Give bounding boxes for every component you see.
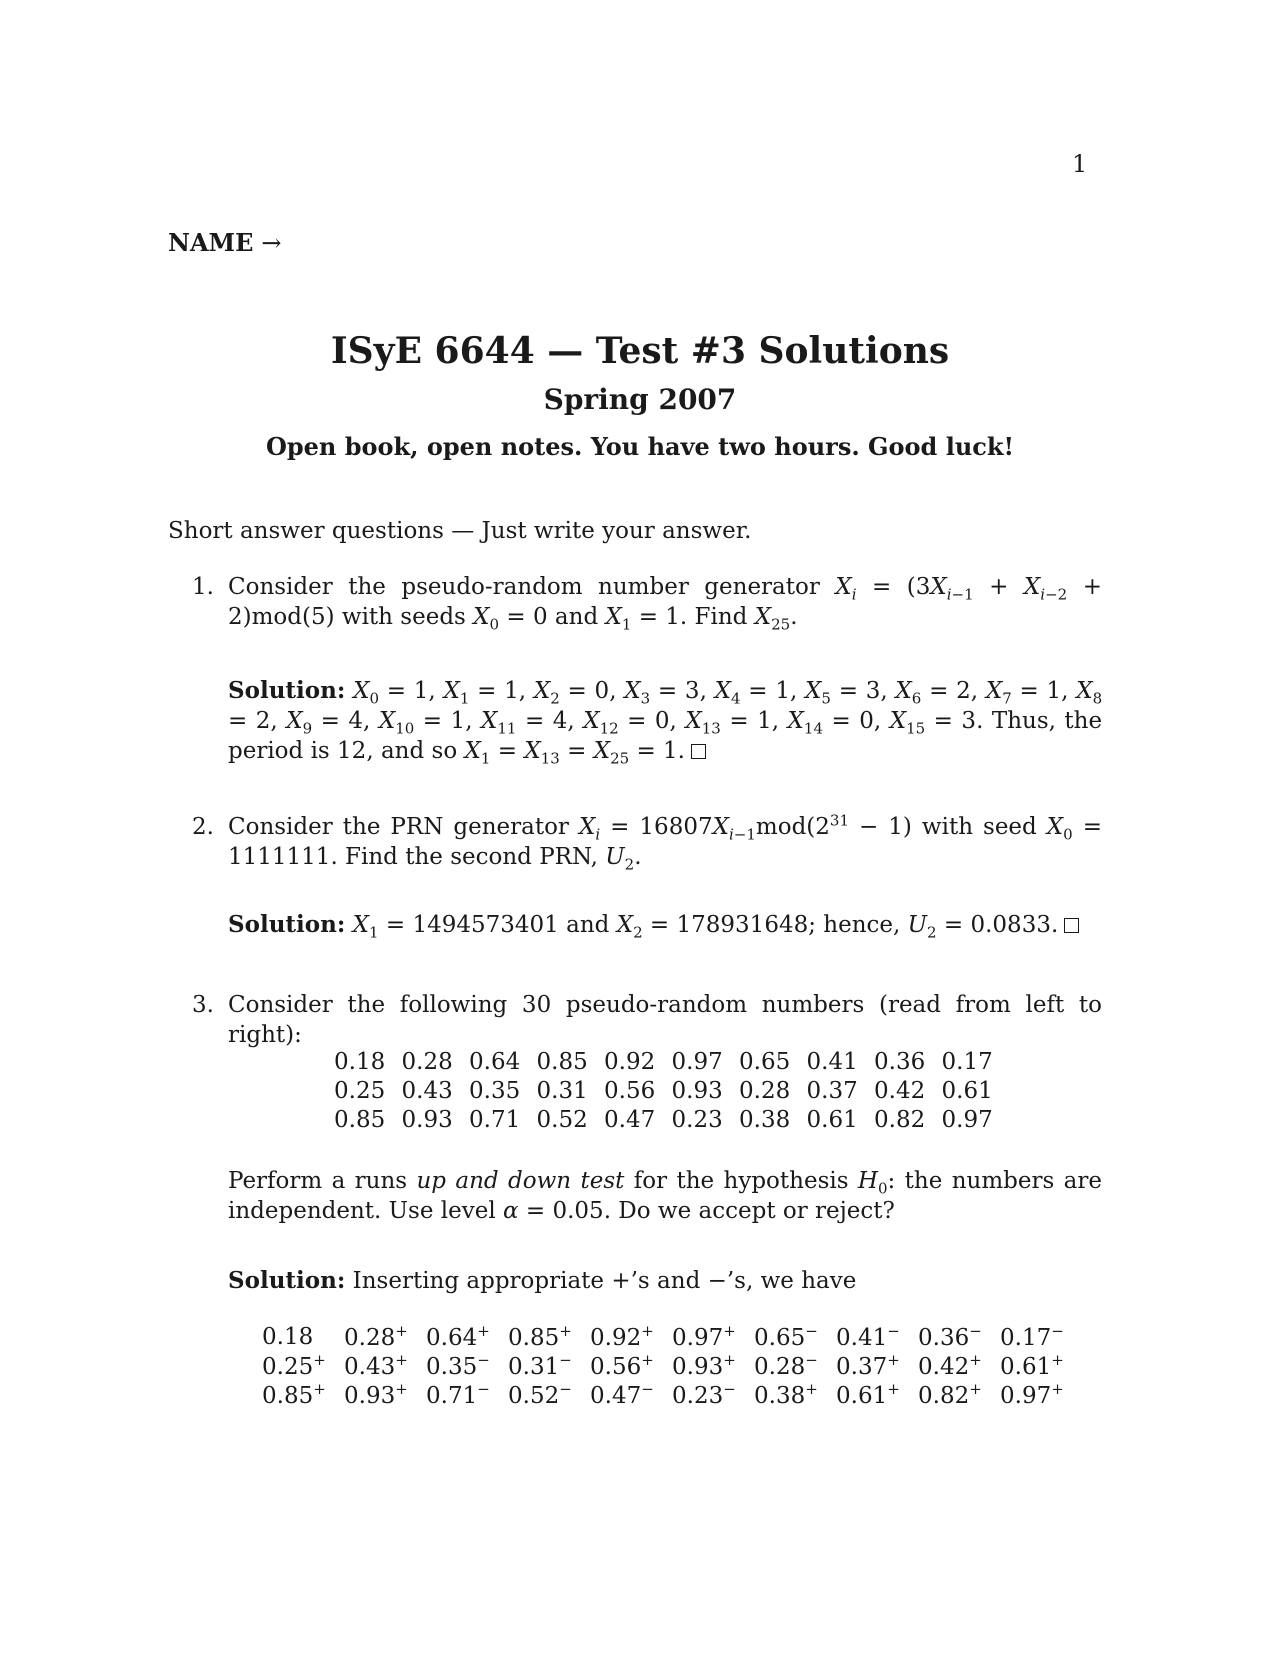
- question-number: 2.: [192, 814, 214, 840]
- number-cell: 0.97: [941, 1106, 993, 1133]
- minus-mark: −: [805, 1322, 818, 1340]
- signed-number-cell: 0.93+: [344, 1380, 408, 1409]
- number-cell: 0.56: [604, 1077, 656, 1104]
- minus-mark: −: [477, 1351, 490, 1369]
- plus-mark: +: [559, 1322, 572, 1340]
- number-cell: 0.92: [604, 1048, 656, 1075]
- sequence-term: $X_2 = 0$: [533, 678, 610, 708]
- term: Spring 2007: [543, 383, 737, 416]
- sequence-term: $X_{10} = 1$: [378, 708, 466, 738]
- signed-number-cell: 0.43+: [344, 1351, 408, 1380]
- question-3: [192, 990, 1102, 1050]
- minus-mark: −: [887, 1322, 900, 1340]
- question-number: 3.: [192, 992, 214, 1018]
- signed-number-cell: 0.28+: [344, 1322, 408, 1351]
- plus-mark: +: [641, 1351, 654, 1369]
- sequence-term: $X_{15} = 3$: [889, 708, 977, 738]
- question-1: 1. Consider the pseudo-random number generator $X_i = (3X_{i-1} + X_{i-2} + 2)mod(5)$ with seeds $X_0 = 0$ and $X_1 = 1$. Find $X_{25}$.: [192, 574, 1102, 634]
- plus-mark: +: [723, 1351, 736, 1369]
- minus-mark: −: [641, 1380, 654, 1398]
- signed-number-cell: 0.82+: [918, 1380, 982, 1409]
- arrow-icon: →: [261, 229, 282, 257]
- u2-value: 0.0833: [970, 912, 1051, 938]
- question-2: 2. Consider the PRN generator $X_i = 16807X_{i-1}mod(2^{31} - 1)$ with seed $X_0 = 1111111$. Find the second PRN, $U_2$.: [192, 811, 1102, 874]
- number-cell: 0.82: [874, 1106, 926, 1133]
- signed-number-cell: 0.71−: [426, 1380, 490, 1409]
- page-number: 1: [1072, 150, 1088, 178]
- plus-mark: +: [313, 1351, 326, 1369]
- section-intro: Short answer questions — Just write your answer.: [168, 518, 752, 544]
- multiplier-value: 16807: [639, 814, 713, 840]
- minus-mark: −: [805, 1351, 818, 1369]
- signed-number-cell: 0.56+: [590, 1351, 654, 1380]
- sequence-term: $X_0 = 1$: [353, 678, 429, 708]
- solution-2: Solution: $X_1 = 1494573401$ and $X_2 = 178931648$; hence, $U_2 = 0.0833$.: [228, 910, 1102, 940]
- signed-number-cell: 0.38+: [754, 1380, 818, 1409]
- question-prompt: Consider the following 30 pseudo-random numbers (read from left to right):: [228, 992, 1102, 1048]
- sequence-term: $X_{11} = 4$: [481, 708, 568, 738]
- signed-number-cell: 0.97+: [1000, 1380, 1064, 1409]
- number-cell: 0.85: [536, 1048, 588, 1075]
- number-cell: 0.97: [671, 1048, 723, 1075]
- sequence-term: $X_3 = 3$: [624, 678, 700, 708]
- solution-label: Solution:: [228, 1267, 346, 1294]
- signed-number-cell: 0.23−: [672, 1380, 736, 1409]
- page-title: ISyE 6644 — Test #3 Solutions: [330, 330, 950, 372]
- table-row: [262, 1380, 1082, 1409]
- minus-mark: −: [1051, 1322, 1064, 1340]
- number-cell: 0.28: [401, 1048, 453, 1075]
- solution-1: Solution: $X_0 = 1$, $X_1 = 1$, $X_2 = 0$, $X_3 = 3$, $X_4 = 1$, $X_5 = 3$, $X_6 = 2$, $X_7 = 1$, $X_8 = 2$, $X_9 = 4$, $X_{10} = 1$, $X_{11} = 4$, $X_{12} = 0$, $X_{13} = 1$, $X_{14} = 0$, $X_{15} = 3$. Thus, the period is 12, and so $X_1 = X_{13} = X_{25} = 1$.: [228, 677, 1103, 768]
- sequence-term: $X_7 = 1$: [985, 678, 1062, 708]
- number-cell: 0.17: [941, 1048, 993, 1075]
- signed-number-cell: 0.85+: [262, 1380, 326, 1409]
- signed-number-cell: 0.47−: [590, 1380, 654, 1409]
- plus-mark: +: [969, 1351, 982, 1369]
- plus-mark: +: [395, 1351, 408, 1369]
- number-cell: 0.25: [334, 1077, 386, 1104]
- question-3-task: Perform a runs up and down test for the hypothesis $H_0$: the numbers are independent. Use level α = 0.05. Do we accept or reject?: [228, 1168, 1102, 1224]
- signed-numbers-table: [262, 1322, 1082, 1409]
- number-cell: 0.42: [874, 1077, 926, 1104]
- sequence-term: $X_5 = 3$: [805, 678, 881, 708]
- signed-number-cell: 0.41−: [836, 1322, 900, 1351]
- number-cell: 0.52: [536, 1106, 588, 1133]
- plus-mark: +: [641, 1322, 654, 1340]
- signed-number-cell: 0.92+: [590, 1322, 654, 1351]
- sequence-term: $X_6 = 2$: [895, 678, 971, 708]
- minus-mark: −: [559, 1351, 572, 1369]
- number-cell: 0.23: [671, 1106, 723, 1133]
- number-cell: 0.38: [739, 1106, 791, 1133]
- plus-mark: +: [477, 1322, 490, 1340]
- qed-icon: [691, 744, 706, 759]
- qed-icon: [1064, 918, 1079, 933]
- number-cell: 0.43: [401, 1077, 453, 1104]
- plus-mark: +: [887, 1380, 900, 1398]
- signed-number-cell: 0.85+: [508, 1322, 572, 1351]
- signed-number-cell: 0.61+: [836, 1380, 900, 1409]
- plus-mark: +: [395, 1380, 408, 1398]
- plus-mark: +: [723, 1322, 736, 1340]
- number-cell: 0.36: [874, 1048, 926, 1075]
- name-label: NAME: [168, 228, 254, 257]
- number-cell: 0.37: [806, 1077, 858, 1104]
- sequence-term: $X_1 = 1$: [443, 678, 519, 708]
- seed-value: 1111111: [228, 844, 331, 870]
- sequence-term: $X_{14} = 0$: [787, 708, 874, 738]
- solution-label: Solution:: [228, 677, 346, 704]
- number-cell: 0.18: [334, 1048, 386, 1075]
- plus-mark: +: [805, 1380, 818, 1398]
- number-cell: 0.93: [671, 1077, 723, 1104]
- number-cell: 0.93: [401, 1106, 453, 1133]
- number-cell: 0.31: [536, 1077, 588, 1104]
- signed-number-cell: 0.35−: [426, 1351, 490, 1380]
- number-cell: 0.65: [739, 1048, 791, 1075]
- minus-mark: −: [559, 1380, 572, 1398]
- table-row: [262, 1351, 1082, 1380]
- alpha-value: 0.05: [552, 1198, 604, 1224]
- number-cell: 0.41: [806, 1048, 858, 1075]
- table-row: [262, 1322, 1082, 1351]
- x1-value: 1494573401: [412, 912, 559, 938]
- period-value: 12: [337, 738, 367, 764]
- signed-number-cell: 0.65−: [754, 1322, 818, 1351]
- sequence-term: $X_{12} = 0$: [583, 708, 670, 738]
- signed-number-cell: 0.31−: [508, 1351, 572, 1380]
- numbers-table: [334, 1047, 1009, 1134]
- signed-number-cell: 0.61+: [1000, 1351, 1064, 1380]
- table-row: [334, 1076, 1009, 1105]
- signed-number-cell: 0.18: [262, 1323, 314, 1350]
- name-field-label: [168, 228, 282, 257]
- minus-mark: −: [477, 1380, 490, 1398]
- solution-3: [228, 1266, 1102, 1296]
- sequence-term: $X_8 = 2$: [228, 678, 1103, 734]
- plus-mark: +: [887, 1351, 900, 1369]
- plus-mark: +: [1051, 1351, 1064, 1369]
- sequence-term: $X_9 = 4$: [286, 708, 364, 738]
- minus-mark: −: [723, 1380, 736, 1398]
- x2-value: 178931648: [676, 912, 809, 938]
- solution-label: Solution:: [228, 911, 346, 938]
- number-cell: 0.47: [604, 1106, 656, 1133]
- number-cell: 0.71: [469, 1106, 521, 1133]
- sequence-term: $X_{13} = 1$: [685, 708, 772, 738]
- plus-mark: +: [969, 1380, 982, 1398]
- signed-number-cell: 0.52−: [508, 1380, 572, 1409]
- number-cell: 0.35: [469, 1077, 521, 1104]
- question-number: 1.: [192, 574, 214, 600]
- sequence-term: $X_4 = 1$: [714, 678, 790, 708]
- table-row: [334, 1047, 1009, 1076]
- signed-number-cell: 0.28−: [754, 1351, 818, 1380]
- number-cell: 0.85: [334, 1106, 386, 1133]
- signed-number-cell: 0.42+: [918, 1351, 982, 1380]
- minus-mark: −: [969, 1322, 982, 1340]
- number-cell: 0.64: [469, 1048, 521, 1075]
- solution-sequence: $X_0 = 1$, $X_1 = 1$, $X_2 = 0$, $X_3 = 3$, $X_4 = 1$, $X_5 = 3$, $X_6 = 2$, $X_7 = 1$, $X_8 = 2$, $X_9 = 4$, $X_{10} = 1$, $X_{11} = 4$, $X_{12} = 0$, $X_{13} = 1$, $X_{14} = 0$, $X_{15} = 3$: [228, 678, 1103, 738]
- number-cell: 0.61: [806, 1106, 858, 1133]
- plus-mark: +: [395, 1322, 408, 1340]
- instructions: Open book, open notes. You have two hours. Good luck!: [265, 432, 1015, 461]
- plus-mark: +: [313, 1380, 326, 1398]
- solution-text: Inserting appropriate +’s and −’s, we have: [352, 1268, 857, 1294]
- signed-number-cell: 0.25+: [262, 1351, 326, 1380]
- signed-number-cell: 0.37+: [836, 1351, 900, 1380]
- plus-mark: +: [1051, 1380, 1064, 1398]
- signed-number-cell: 0.64+: [426, 1322, 490, 1351]
- number-cell: 0.28: [739, 1077, 791, 1104]
- signed-number-cell: 0.17−: [1000, 1322, 1064, 1351]
- signed-number-cell: 0.36−: [918, 1322, 982, 1351]
- signed-number-cell: 0.97+: [672, 1322, 736, 1351]
- table-row: [334, 1105, 1009, 1134]
- signed-number-cell: 0.93+: [672, 1351, 736, 1380]
- number-cell: 0.61: [941, 1077, 993, 1104]
